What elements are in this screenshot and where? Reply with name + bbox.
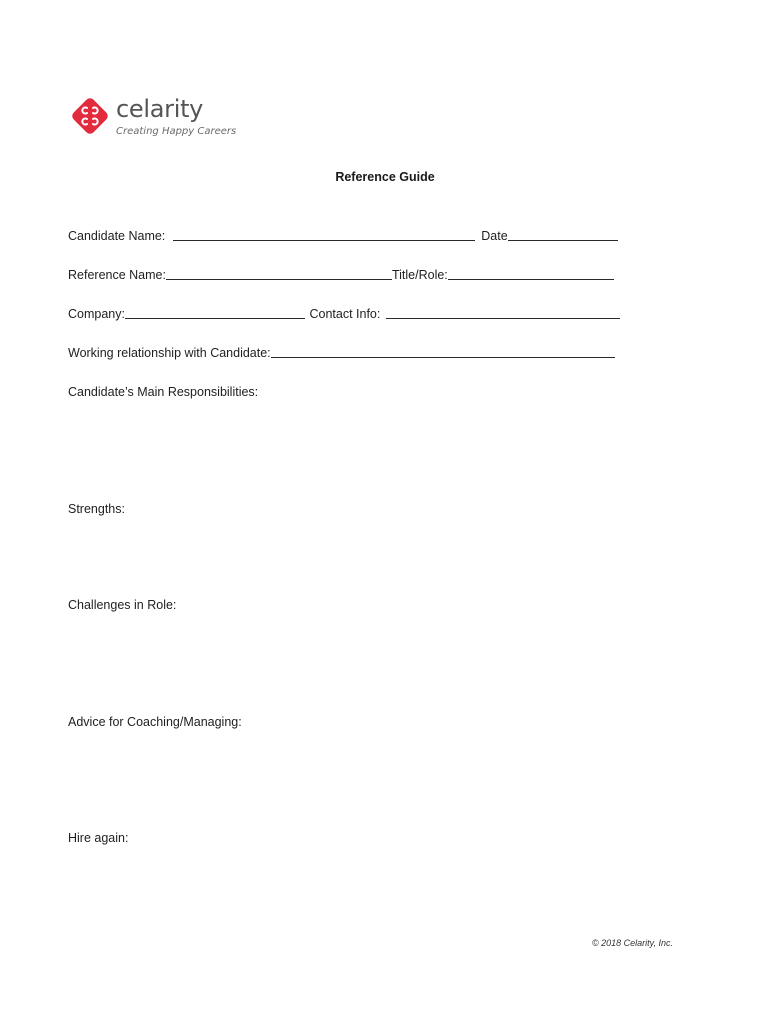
copyright-footer: © 2018 Celarity, Inc. — [592, 938, 673, 948]
advice-label: Advice for Coaching/Managing: — [68, 715, 242, 729]
main-responsibilities-label: Candidate’s Main Responsibilities: — [68, 385, 259, 399]
reference-name-field[interactable] — [166, 268, 392, 280]
title-role-label: Title/Role: — [391, 268, 448, 282]
candidate-name-label: Candidate Name: — [68, 229, 166, 243]
brand-logo — [68, 94, 238, 146]
celarity-logo-icon — [68, 94, 112, 138]
strengths-label: Strengths: — [68, 502, 125, 516]
contact-info-field[interactable] — [386, 307, 620, 319]
working-relationship-row — [68, 345, 615, 361]
date-field[interactable] — [508, 229, 618, 241]
hire-again-label: Hire again: — [68, 831, 129, 845]
title-role-field[interactable] — [448, 268, 614, 280]
working-relationship-label: Working relationship with Candidate: — [68, 346, 271, 360]
company-label: Company: — [68, 307, 125, 321]
page-title: Reference Guide — [335, 170, 435, 184]
brand-tagline: Creating Happy Careers — [116, 126, 237, 137]
candidate-name-field[interactable] — [173, 229, 475, 241]
reference-name-row — [68, 267, 614, 283]
company-row — [68, 306, 620, 322]
challenges-label: Challenges in Role: — [68, 598, 177, 612]
brand-name: celarity — [116, 95, 204, 123]
candidate-name-row — [68, 228, 618, 244]
reference-name-label: Reference Name: — [68, 268, 166, 282]
working-relationship-field[interactable] — [271, 346, 615, 358]
company-field[interactable] — [125, 307, 305, 319]
date-label: Date — [481, 229, 508, 243]
contact-info-label: Contact Info: — [309, 307, 381, 321]
